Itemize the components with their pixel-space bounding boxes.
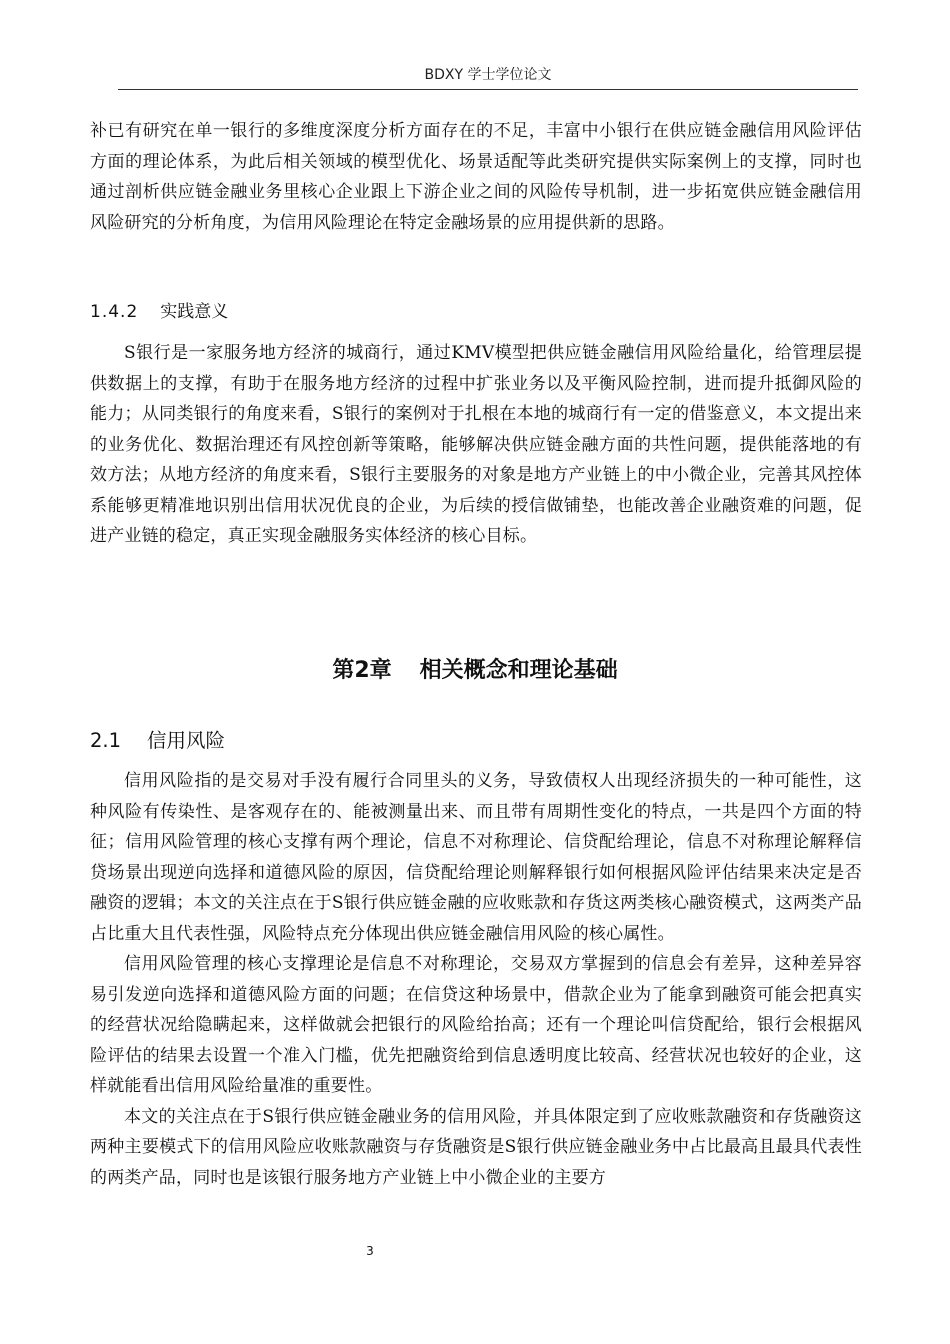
chapter-heading bbox=[0, 654, 950, 688]
paragraph: 本文的关注点在于S银行供应链金融业务的信用风险，并具体限定到了应收账款融资和存货融资这两种主要模式下的信用风险应收账款融资与存货融资是S银行供应链金融业务中占比最高且最具代表性的两类产品，同时也是该银行服务地方产业链上中小微企业的主要方 bbox=[90, 1106, 862, 1188]
section-1-4-2-body bbox=[90, 338, 862, 552]
section-heading-1-4-2 bbox=[90, 298, 228, 326]
paragraph: S银行是一家服务地方经济的城商行，通过KMV模型把供应链金融信用风险给量化，给管理层提供数据上的支撑，有助于在服务地方经济的过程中扩张业务以及平衡风险控制，进而提升抵御风险的能力；从同类银行的角度来看，S银行的案例对于扎根在本地的城商行有一定的借鉴意义，本文提出来的业务优化、数据治理还有风控创新等策略，能够解决供应链金融方面的共性问题，提供能落地的有效方法；从地方经济的角度来看，S银行主要服务的对象是地方产业链上的中小微企业，完善其风控体系能够更精准地识别出信用状况优良的企业，为后续的授信做铺垫，也能改善企业融资难的问题，促进产业链的稳定，真正实现金融服务实体经济的核心目标。 bbox=[90, 343, 862, 546]
paragraph: 补已有研究在单一银行的多维度深度分析方面存在的不足，丰富中小银行在供应链金融信用风险评估方面的理论体系，为此后相关领域的模型优化、场景适配等此类研究提供实际案例上的支撑，同时也通过剖析供应链金融业务里核心企业跟上下游企业之间的风险传导机制，进一步拓宽供应链金融信用风险研究的分析角度，为信用风险理论在特定金融场景的应用提供新的思路。 bbox=[90, 121, 862, 233]
chapter-title: 相关概念和理论基础 bbox=[419, 658, 618, 683]
section-number: 2.1 bbox=[90, 729, 122, 752]
chapter-number: 第2章 bbox=[332, 658, 392, 683]
section-heading-2-1 bbox=[90, 726, 225, 756]
section-number: 1.4.2 bbox=[90, 302, 139, 322]
section-title: 信用风险 bbox=[147, 729, 226, 752]
section-title: 实践意义 bbox=[160, 302, 229, 322]
page-number: 3 bbox=[366, 1244, 374, 1258]
header-rule bbox=[118, 89, 858, 90]
running-header: BDXY 学士学位论文 bbox=[424, 67, 552, 83]
section-1-3-tail bbox=[90, 116, 862, 238]
paragraph: 信用风险管理的核心支撑理论是信息不对称理论，交易双方掌握到的信息会有差异，这种差异容易引发逆向选择和道德风险方面的问题；在信贷这种场景中，借款企业为了能拿到融资可能会把真实的经营状况给隐瞒起来，这样做就会把银行的风险给抬高；还有一个理论叫信贷配给，银行会根据风险评估的结果去设置一个准入门槛，优先把融资给到信息透明度比较高、经营状况也较好的企业，这样就能看出信用风险给量准的重要性。 bbox=[90, 954, 862, 1096]
section-2-1-body bbox=[90, 766, 862, 1193]
paragraph: 信用风险指的是交易对手没有履行合同里头的义务，导致债权人出现经济损失的一种可能性，这种风险有传染性、是客观存在的、能被测量出来、而且带有周期性变化的特点，一共是四个方面的特征；信用风险管理的核心支撑有两个理论，信息不对称理论、信贷配给理论，信息不对称理论解释信贷场景出现逆向选择和道德风险的原因，信贷配给理论则解释银行如何根据风险评估结果来决定是否融资的逻辑；本文的关注点在于S银行供应链金融的应收账款和存货这两类核心融资模式，这两类产品占比重大且代表性强，风险特点充分体现出供应链金融信用风险的核心属性。 bbox=[90, 771, 862, 944]
